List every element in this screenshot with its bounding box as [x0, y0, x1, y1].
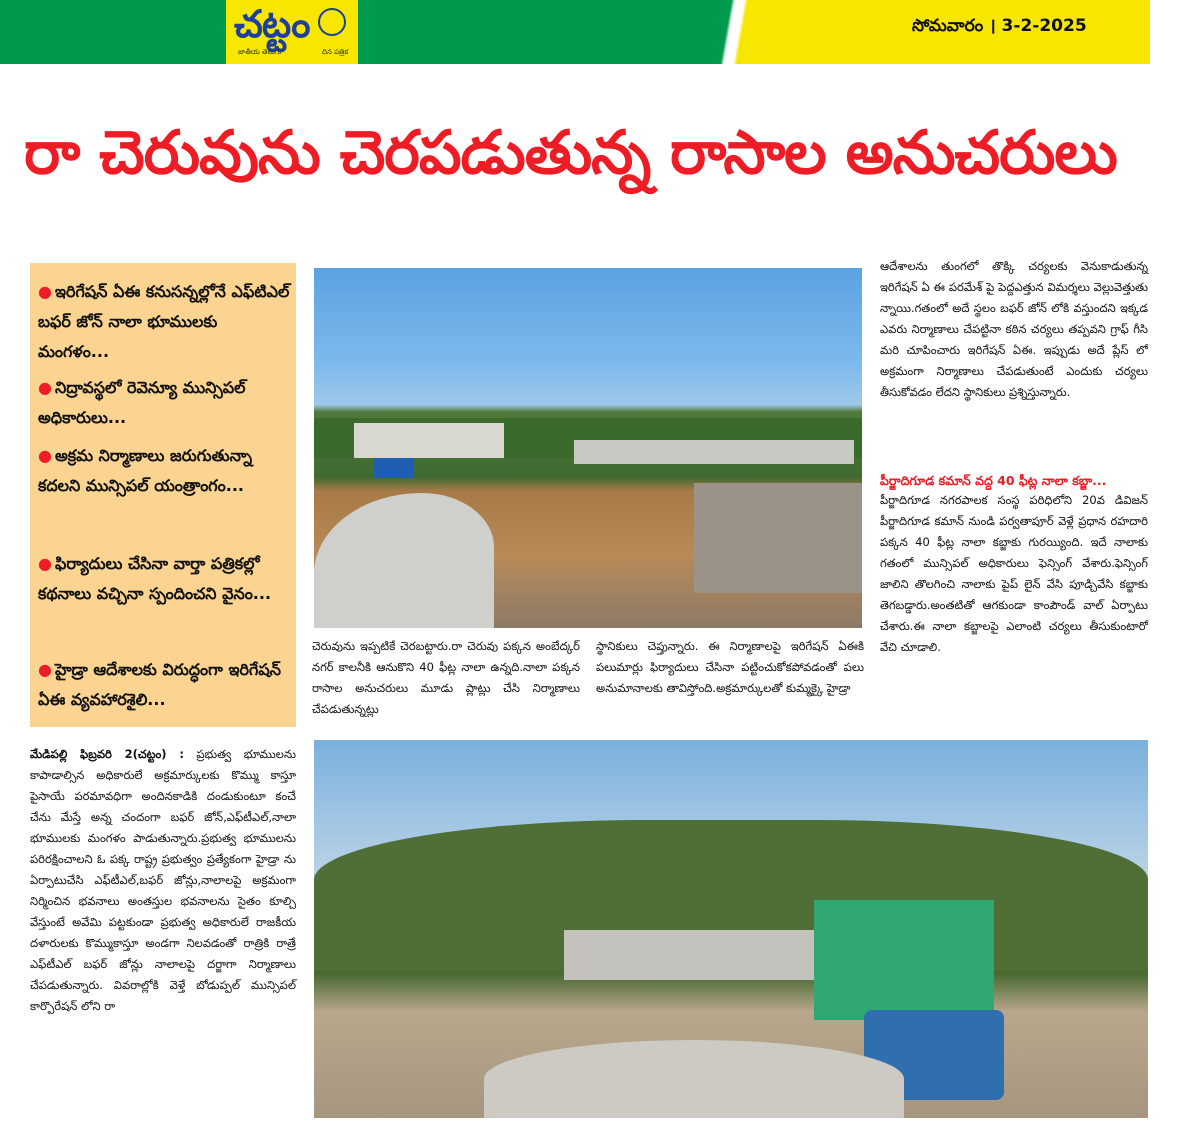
construction-site-photo [314, 268, 862, 628]
article-subhead: పీర్జాదిగూడ కమాన్ వద్ద 40 ఫీట్ల నాలా కబ్జా... [880, 473, 1107, 488]
highlight-item [38, 655, 293, 715]
logo-tagline-left: జాతీయ తెలుగు [238, 48, 282, 56]
bullet-icon: ● [38, 378, 52, 397]
compound-wall [574, 440, 854, 464]
highlight-text: నిద్రావస్థలో రెవెన్యూ మున్సిపల్ అధికారులు... [38, 378, 246, 427]
building [354, 423, 504, 458]
green-shade-net [814, 900, 994, 1020]
highlight-item [38, 441, 293, 501]
logo-text: చట్టం [234, 2, 310, 46]
highlight-item [38, 277, 293, 367]
bullet-icon: ● [38, 660, 52, 679]
headline: రా చెరువును చెరపడుతున్న రాసాల అనుచరులు [24, 118, 1117, 188]
sand-pile [314, 493, 494, 628]
highlight-text: హైడ్రా ఆదేశాలకు విరుద్ధంగా ఇరిగేషన్ ఏఈ వ్యవహారశైలి... [38, 660, 281, 709]
highlight-item [38, 373, 293, 433]
bullet-icon: ● [38, 446, 52, 465]
emblem-icon [318, 8, 346, 36]
gravel-pile [694, 483, 862, 593]
newspaper-logo [226, 0, 358, 64]
lake-encroachment-photo [314, 740, 1148, 1118]
compound-wall [564, 930, 814, 980]
highlight-item [38, 549, 293, 609]
article-body: ప్రభుత్వ భూములను కాపాడాల్సిన అధికారులే అక్రమార్కులకు కొమ్ము కాస్తూ పైసాయే పరమావధిగా అందినకాడికి దండుకుంటూ కంచే చేను మేస్తే అన్న చందంగా బఫర్ జోన్,ఎఫ్‌టీఎల్,నాలా భూములకు మంగళం పాడుతున్నారు.ప్రభుత్వ భూములను పరిరక్షించాలని ఓ పక్క రాష్ట్ర ప్రభుత్వం ప్రత్యేకంగా హైడ్రా ను ఏర్పాటుచేసి ఎఫ్‌టీఎల్,బఫర్ జోన్లు,నాలాలపై అక్రమంగా నిర్మించిన భవనాలు అంతస్తుల భవనాలను సైతం కూల్చి వేస్తుంటే అవేమి పట్టకుండా ప్రభుత్వ అధికారులే రాజకీయ దళారులకు కొమ్ముకాస్తూ అండగా నిలవడంతో రాత్రికి రాత్రే ఎఫ్‌టీఎల్ బఫర్ జోన్లు నాలాలపై దర్జాగా నిర్మాణాలు చేపడుతున్నారు. వివరాల్లోకి వెళ్తే బోడుప్పల్ మున్సిపల్ కార్పొరేషన్ లోని రా [30, 747, 296, 1013]
logo-tagline-right: దిన పత్రిక [322, 48, 349, 56]
gravel-heap [484, 1040, 904, 1118]
masthead [0, 0, 1150, 64]
dateline: మేడిపల్లి ఫిబ్రవరి 2(చట్టం) : [30, 747, 184, 761]
article-column-right-bottom: పీర్జాదిగూడ నగరపాలక సంస్థ పరిధిలోని 20వ డివిజన్ పీర్జాదిగూడ కమాన్ నుండి పర్వతాపూర్ వెళ్లే ప్రధాన రహదారి పక్కన 40 ఫీట్ల నాలా కబ్జాకు గురయ్యింది. ఇదే నాలాకు గతంలో మున్సిపల్ అధికారులు ఫెన్సింగ్ వేశారు.ఫెన్సింగ్ జాలిని తొలగించి నాలాకు పైప్ లైన్ వేసి పూడ్చివేసి కబ్జాకు తెగబడ్డారు.అంతటితో ఆగకుండా కాంపౌండ్ వాల్ ఏర్పాటు చేశారు.ఈ నాలా కబ్జాలపై ఎలాంటి చర్యలు తీసుకుంటారో వేచి చూడాలి. [880, 493, 1148, 654]
bullet-icon: ● [38, 554, 52, 573]
article-column-left [30, 744, 296, 1120]
highlight-text: అక్రమ నిర్మాణాలు జరుగుతున్నా కదలని మున్సిపల్ యంత్రాంగం... [38, 446, 253, 495]
highlight-text: ఇరిగేషన్ ఏఈ కనుసన్నల్లోనే ఎఫ్‌టిఎల్ బఫర్ జోన్ నాలా భూములకు మంగళం... [38, 282, 290, 361]
issue-date: సోమవారం । 3-2-2025 [912, 16, 1087, 36]
highlights-box [30, 263, 296, 727]
article-column-right-top: ఆదేశాలను తుంగలో తొక్కి చర్యలకు వెనుకాడుతున్న ఇరిగేషన్ ఏ ఈ పరమేశ్ పై పెద్దఎత్తున విమర్శలు వెల్లువెత్తుతు న్నాయి.గతంలో అదే స్థలం బఫర్ జోన్ లోకి వస్తుందని ఇక్కడ ఎవరు నిర్మాణాలు చేపట్టినా కఠిన చర్యలు తప్పవని గ్రాఫ్ గీసి మరి చూపించారు ఇరిగేషన్ ఏఈ. ఇప్పుడు అదే ప్లేస్ లో అక్రమంగా నిర్మాణాలు చేపడుతుంటే ఎందుకు చర్యలు తీసుకోవడం లేదని స్థానికులు ప్రశ్నిస్తున్నారు. [880, 259, 1148, 399]
bullet-icon: ● [38, 282, 52, 301]
blue-tarp [374, 458, 414, 478]
highlight-text: ఫిర్యాదులు చేసినా వార్తా పత్రికల్లో కథనాలు వచ్చినా స్పందించని వైనం... [38, 554, 272, 603]
article-column-mid1: చెరువును ఇప్పటికే చెరబట్టారు.రా చెరువు పక్కన అంబేద్కర్ నగర్ కాలనీకి ఆనుకొని 40 ఫీట్ల నాలా ఉన్నది.నాలా పక్కన రాసాల అనుచరులు మూడు ప్లాట్లు చేసి నిర్మాణాలు చేపడుతున్నట్లు [312, 639, 580, 716]
article-column-mid2: స్థానికులు చెప్తున్నారు. ఈ నిర్మాణాలపై ఇరిగేషన్ ఏఈకి పలుమార్లు ఫిర్యాదులు చేసినా పట్టించుకోకపోవడంతో పలు అనుమానాలకు తావిస్తోంది.అక్రమార్కులతో కుమ్మక్కై హైడ్రా [596, 639, 864, 695]
